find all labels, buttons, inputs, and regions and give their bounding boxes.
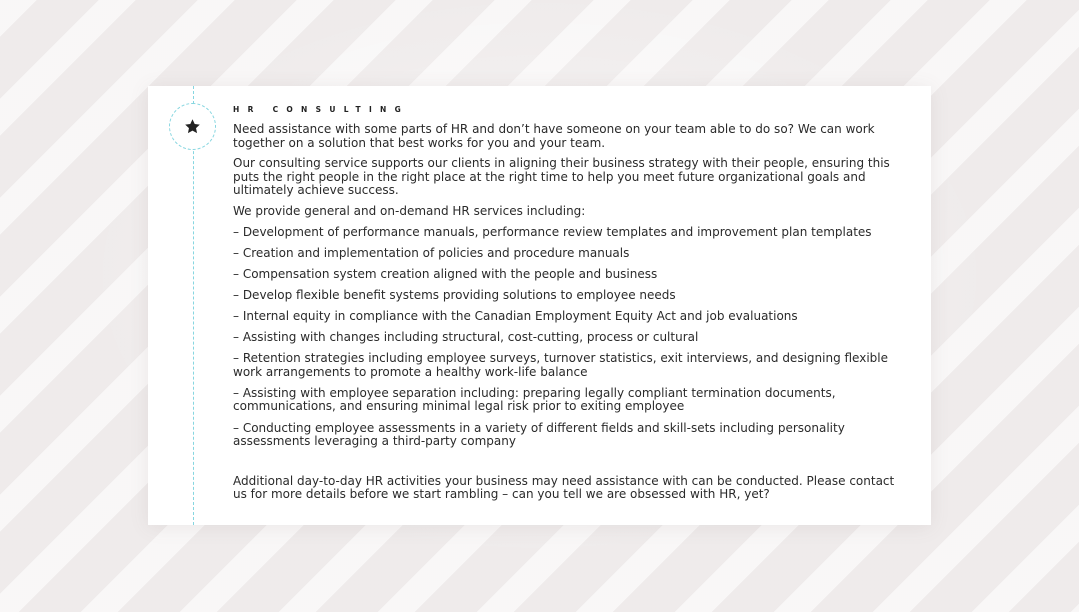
service-item: – Assisting with employee separation including: preparing legally compliant termination documents, communications, and ensuring minimal legal risk prior to exiting employee (233, 385, 836, 414)
section-content (233, 104, 898, 509)
service-item: – Compensation system creation aligned with the people and business (233, 266, 658, 281)
service-item: – Creation and implementation of policies and procedure manuals (233, 245, 630, 260)
service-item: – Retention strategies including employee surveys, turnover statistics, exit interviews, and designing flexible work arrangements to promote a healthy work-life balance (233, 351, 888, 379)
service-item: – Conducting employee assessments in a variety of different fields and skill-sets including personality assessments leveraging a third-party company (233, 420, 845, 449)
service-item: – Develop flexible benefit systems providing solutions to employee needs (233, 287, 676, 302)
service-description: Our consulting service supports our clients in aligning their business strategy with their people, ensuring this puts the right people in the right place at the right time to help you meet future organizational goals and ultimately achieve success. (233, 156, 890, 198)
services-heading: We provide general and on-demand HR services including: (233, 203, 586, 218)
section-badge (169, 103, 216, 150)
section-title: HR CONSULTING (233, 105, 410, 114)
timeline-line (193, 86, 194, 525)
star-icon (184, 118, 201, 135)
services-list (233, 226, 898, 449)
intro-paragraph: Need assistance with some parts of HR and don’t have someone on your team able to do so? We can work together on a solution that best works for you and your team. (233, 122, 875, 150)
service-item: – Internal equity in compliance with the Canadian Employment Equity Act and job evaluations (233, 308, 798, 323)
service-item: – Development of performance manuals, performance review templates and improvement plan templates (233, 224, 872, 239)
closing-paragraph: Additional day-to-day HR activities your business may need assistance with can be conducted. Please contact us for more details before we start rambling – can you tell we are obsessed with HR, yet? (233, 473, 895, 502)
service-item: – Assisting with changes including structural, cost-cutting, process or cultural (233, 330, 699, 345)
